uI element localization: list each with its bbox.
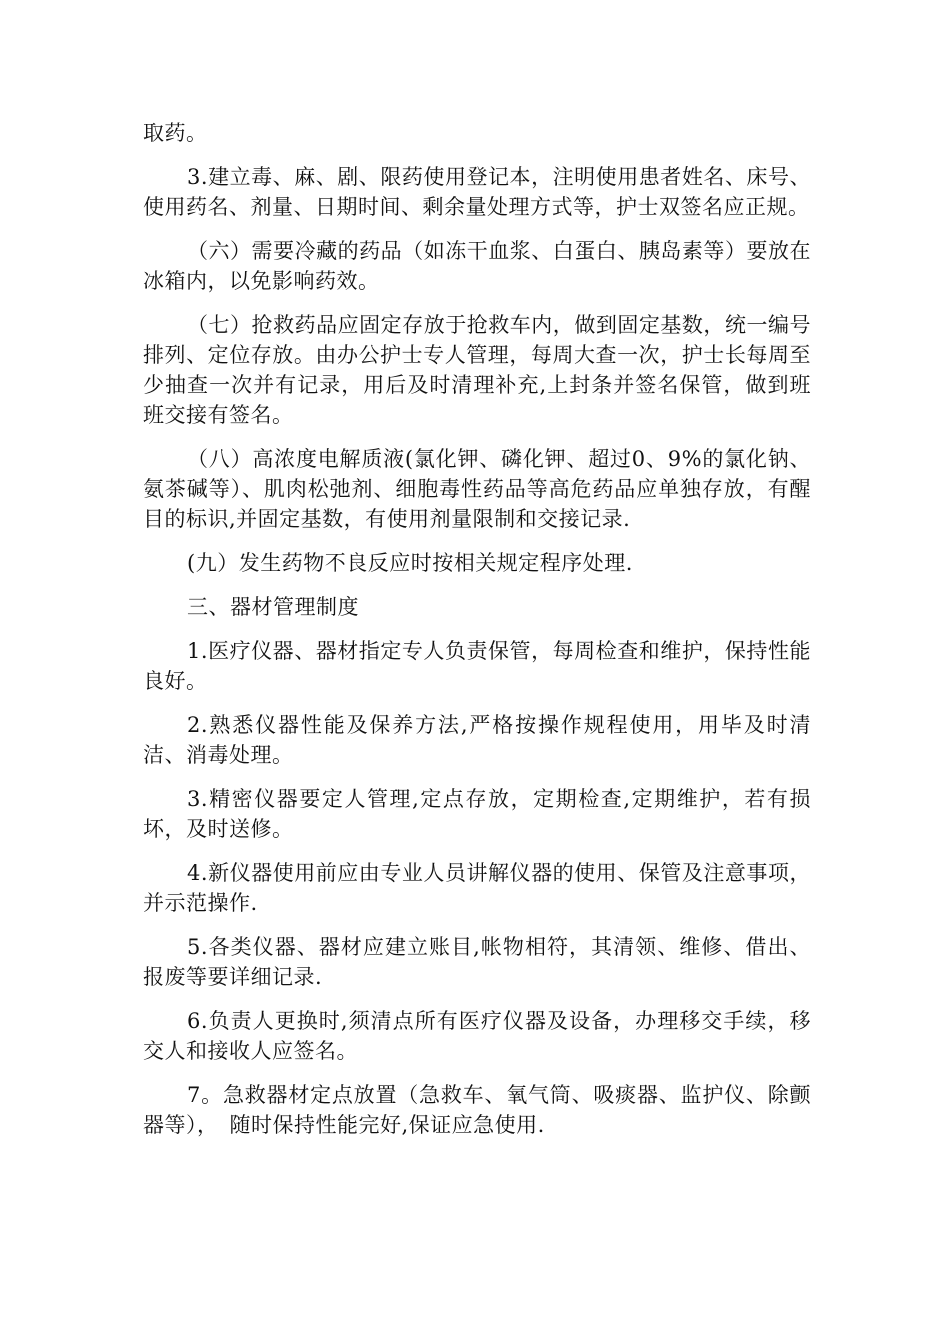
paragraph-continuation: 取药。 [143, 121, 208, 145]
paragraph-equipment-2: 2.熟悉仪器性能及保养方法,严格按操作规程使用，用毕及时清洁、消毒处理。 [143, 713, 811, 767]
paragraph-adverse-reactions: (九）发生药物不良反应时按相关规定程序处理. [187, 551, 633, 575]
paragraph-equipment-4: 4.新仪器使用前应由专业人员讲解仪器的使用、保管及注意事项，并示范操作. [143, 861, 811, 915]
paragraph-equipment-5: 5.各类仪器、器材应建立账目,帐物相符，其清领、维修、借出、报废等要详细记录. [143, 935, 811, 989]
section-heading-equipment: 三、器材管理制度 [187, 595, 359, 619]
paragraph-equipment-7: 7。急救器材定点放置（急救车、氧气筒、吸痰器、监护仪、除颤器等）， 随时保持性能完好,保证应急使用. [143, 1083, 811, 1137]
paragraph-equipment-1: 1.医疗仪器、器材指定专人负责保管，每周检查和维护，保持性能良好。 [143, 639, 811, 693]
paragraph-equipment-6: 6.负责人更换时,须清点所有医疗仪器及设备，办理移交手续，移交人和接收人应签名。 [143, 1009, 811, 1063]
paragraph-high-risk-drugs: （八）高浓度电解质液(氯化钾、磷化钾、超过0、9%的氯化钠、氨茶碱等）、肌肉松弛剂、细胞毒性药品等高危药品应单独存放，有醒目的标识,并固定基数，有使用剂量限制和交接记录. [143, 447, 811, 531]
paragraph-refrigerated-drugs: （六）需要冷藏的药品（如冻干血浆、白蛋白、胰岛素等）要放在冰箱内，以免影响药效。 [143, 239, 811, 293]
paragraph-narcotics-register: 3.建立毒、麻、剧、限药使用登记本，注明使用患者姓名、床号、使用药名、剂量、日期时间、剩余量处理方式等，护士双签名应正规。 [143, 165, 811, 219]
paragraph-equipment-3: 3.精密仪器要定人管理,定点存放，定期检查,定期维护，若有损坏，及时送修。 [143, 787, 811, 841]
paragraph-emergency-drugs: （七）抢救药品应固定存放于抢救车内，做到固定基数，统一编号排列、定位存放。由办公护士专人管理，每周大查一次，护士长每周至少抽查一次并有记录，用后及时清理补充,上封条并签名保管，做到班班交接有签名。 [143, 313, 811, 427]
document-body [143, 118, 811, 1154]
